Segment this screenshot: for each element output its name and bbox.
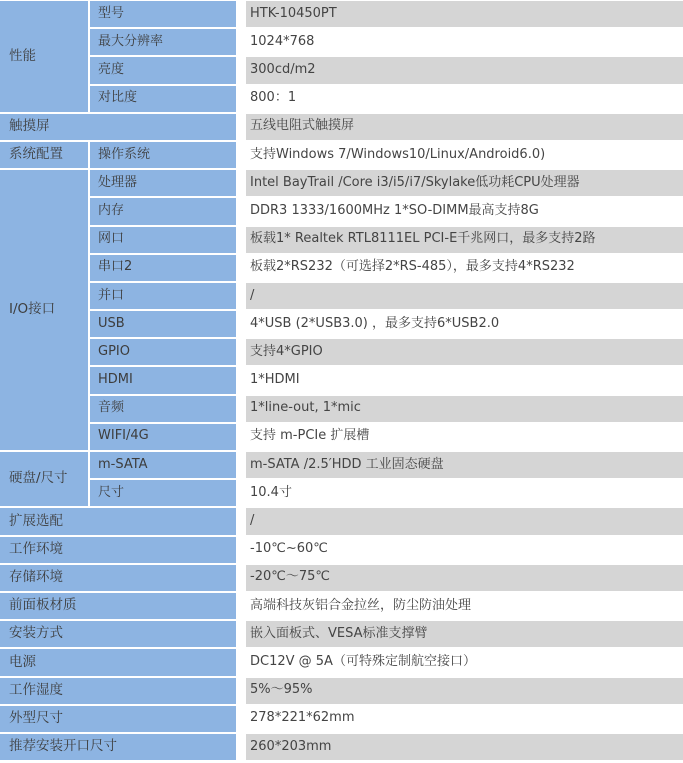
spec-value-cell: 板载2*RS232（可选择2*RS-485），最多支持4*RS232: [238, 255, 683, 281]
table-row: [0, 508, 683, 534]
spec-value-cell: 300cd/m2: [238, 57, 683, 83]
spec-value-cell: HTK-10450PT: [238, 1, 683, 27]
spec-label-cell: 串口2: [90, 255, 236, 281]
table-row: [0, 480, 683, 506]
table-row: [0, 452, 683, 478]
table-row: [0, 57, 683, 83]
spec-value-cell: Intel BayTrail /Core i3/i5/i7/Skylake低功耗CPU处理器: [238, 170, 683, 196]
spec-value-cell: 1024*768: [238, 29, 683, 55]
category-cell: 存储环境: [0, 565, 236, 591]
table-row: [0, 86, 683, 112]
category-cell: 触摸屏: [0, 114, 236, 140]
spec-label-cell: USB: [90, 311, 236, 337]
spec-value-cell: DC12V @ 5A（可特殊定制航空接口）: [238, 649, 683, 675]
category-cell: 推荐安装开口尺寸: [0, 734, 236, 760]
spec-label-cell: 处理器: [90, 170, 236, 196]
spec-label-cell: GPIO: [90, 339, 236, 365]
spec-value-cell: 支持Windows 7/Windows10/Linux/Android6.0): [238, 142, 683, 168]
category-cell: 性能: [0, 1, 88, 112]
spec-label-cell: 内存: [90, 198, 236, 224]
category-cell: 扩展选配: [0, 508, 236, 534]
spec-value-cell: 五线电阻式触摸屏: [238, 114, 683, 140]
category-cell: 工作环境: [0, 537, 236, 563]
spec-value-cell: 嵌入面板式、VESA标准支撑臂: [238, 621, 683, 647]
table-row: [0, 114, 683, 140]
table-row: [0, 142, 683, 168]
spec-label-cell: HDMI: [90, 367, 236, 393]
spec-value-cell: 278*221*62mm: [238, 706, 683, 732]
spec-value-cell: 支持4*GPIO: [238, 339, 683, 365]
table-row: [0, 593, 683, 619]
spec-label-cell: 对比度: [90, 86, 236, 112]
spec-value-cell: 支持 m-PCIe 扩展槽: [238, 424, 683, 450]
table-row: [0, 255, 683, 281]
table-row: [0, 227, 683, 253]
table-row: [0, 29, 683, 55]
category-cell: 工作湿度: [0, 678, 236, 704]
table-row: [0, 621, 683, 647]
table-row: [0, 424, 683, 450]
table-row: [0, 537, 683, 563]
spec-value-cell: m-SATA /2.5′HDD 工业固态硬盘: [238, 452, 683, 478]
table-row: [0, 1, 683, 27]
spec-label-cell: 亮度: [90, 57, 236, 83]
spec-value-cell: 4*USB (2*USB3.0) ，最多支持6*USB2.0: [238, 311, 683, 337]
spec-label-cell: 尺寸: [90, 480, 236, 506]
spec-value-cell: 1*line-out, 1*mic: [238, 396, 683, 422]
table-row: [0, 706, 683, 732]
spec-label-cell: 音频: [90, 396, 236, 422]
table-row: [0, 678, 683, 704]
spec-label-cell: 型号: [90, 1, 236, 27]
table-row: [0, 565, 683, 591]
table-row: [0, 170, 683, 196]
spec-label-cell: 操作系统: [90, 142, 236, 168]
spec-label-cell: m-SATA: [90, 452, 236, 478]
spec-value-cell: 10.4寸: [238, 480, 683, 506]
table-row: [0, 198, 683, 224]
spec-label-cell: 网口: [90, 227, 236, 253]
spec-value-cell: -20℃～75℃: [238, 565, 683, 591]
spec-value-cell: DDR3 1333/1600MHz 1*SO-DIMM最高支持8G: [238, 198, 683, 224]
spec-value-cell: -10℃~60℃: [238, 537, 683, 563]
table-row: [0, 649, 683, 675]
spec-value-cell: 高端科技灰铝合金拉丝，防尘防油处理: [238, 593, 683, 619]
table-row: [0, 367, 683, 393]
table-row: [0, 734, 683, 760]
spec-value-cell: 260*203mm: [238, 734, 683, 760]
spec-label-cell: WIFI/4G: [90, 424, 236, 450]
spec-value-cell: /: [238, 283, 683, 309]
table-row: [0, 311, 683, 337]
category-cell: 系统配置: [0, 142, 88, 168]
table-row: [0, 283, 683, 309]
spec-table-body: [0, 1, 683, 760]
category-cell: I/O接口: [0, 170, 88, 450]
spec-label-cell: 并口: [90, 283, 236, 309]
spec-value-cell: 5%～95%: [238, 678, 683, 704]
table-row: [0, 396, 683, 422]
category-cell: 外型尺寸: [0, 706, 236, 732]
spec-value-cell: 1*HDMI: [238, 367, 683, 393]
spec-value-cell: 800：1: [238, 86, 683, 112]
table-row: [0, 339, 683, 365]
spec-value-cell: /: [238, 508, 683, 534]
category-cell: 前面板材质: [0, 593, 236, 619]
spec-value-cell: 板载1* Realtek RTL8111EL PCI-E千兆网口，最多支持2路: [238, 227, 683, 253]
category-cell: 电源: [0, 649, 236, 675]
category-cell: 安装方式: [0, 621, 236, 647]
spec-label-cell: 最大分辨率: [90, 29, 236, 55]
category-cell: 硬盘/尺寸: [0, 452, 88, 506]
